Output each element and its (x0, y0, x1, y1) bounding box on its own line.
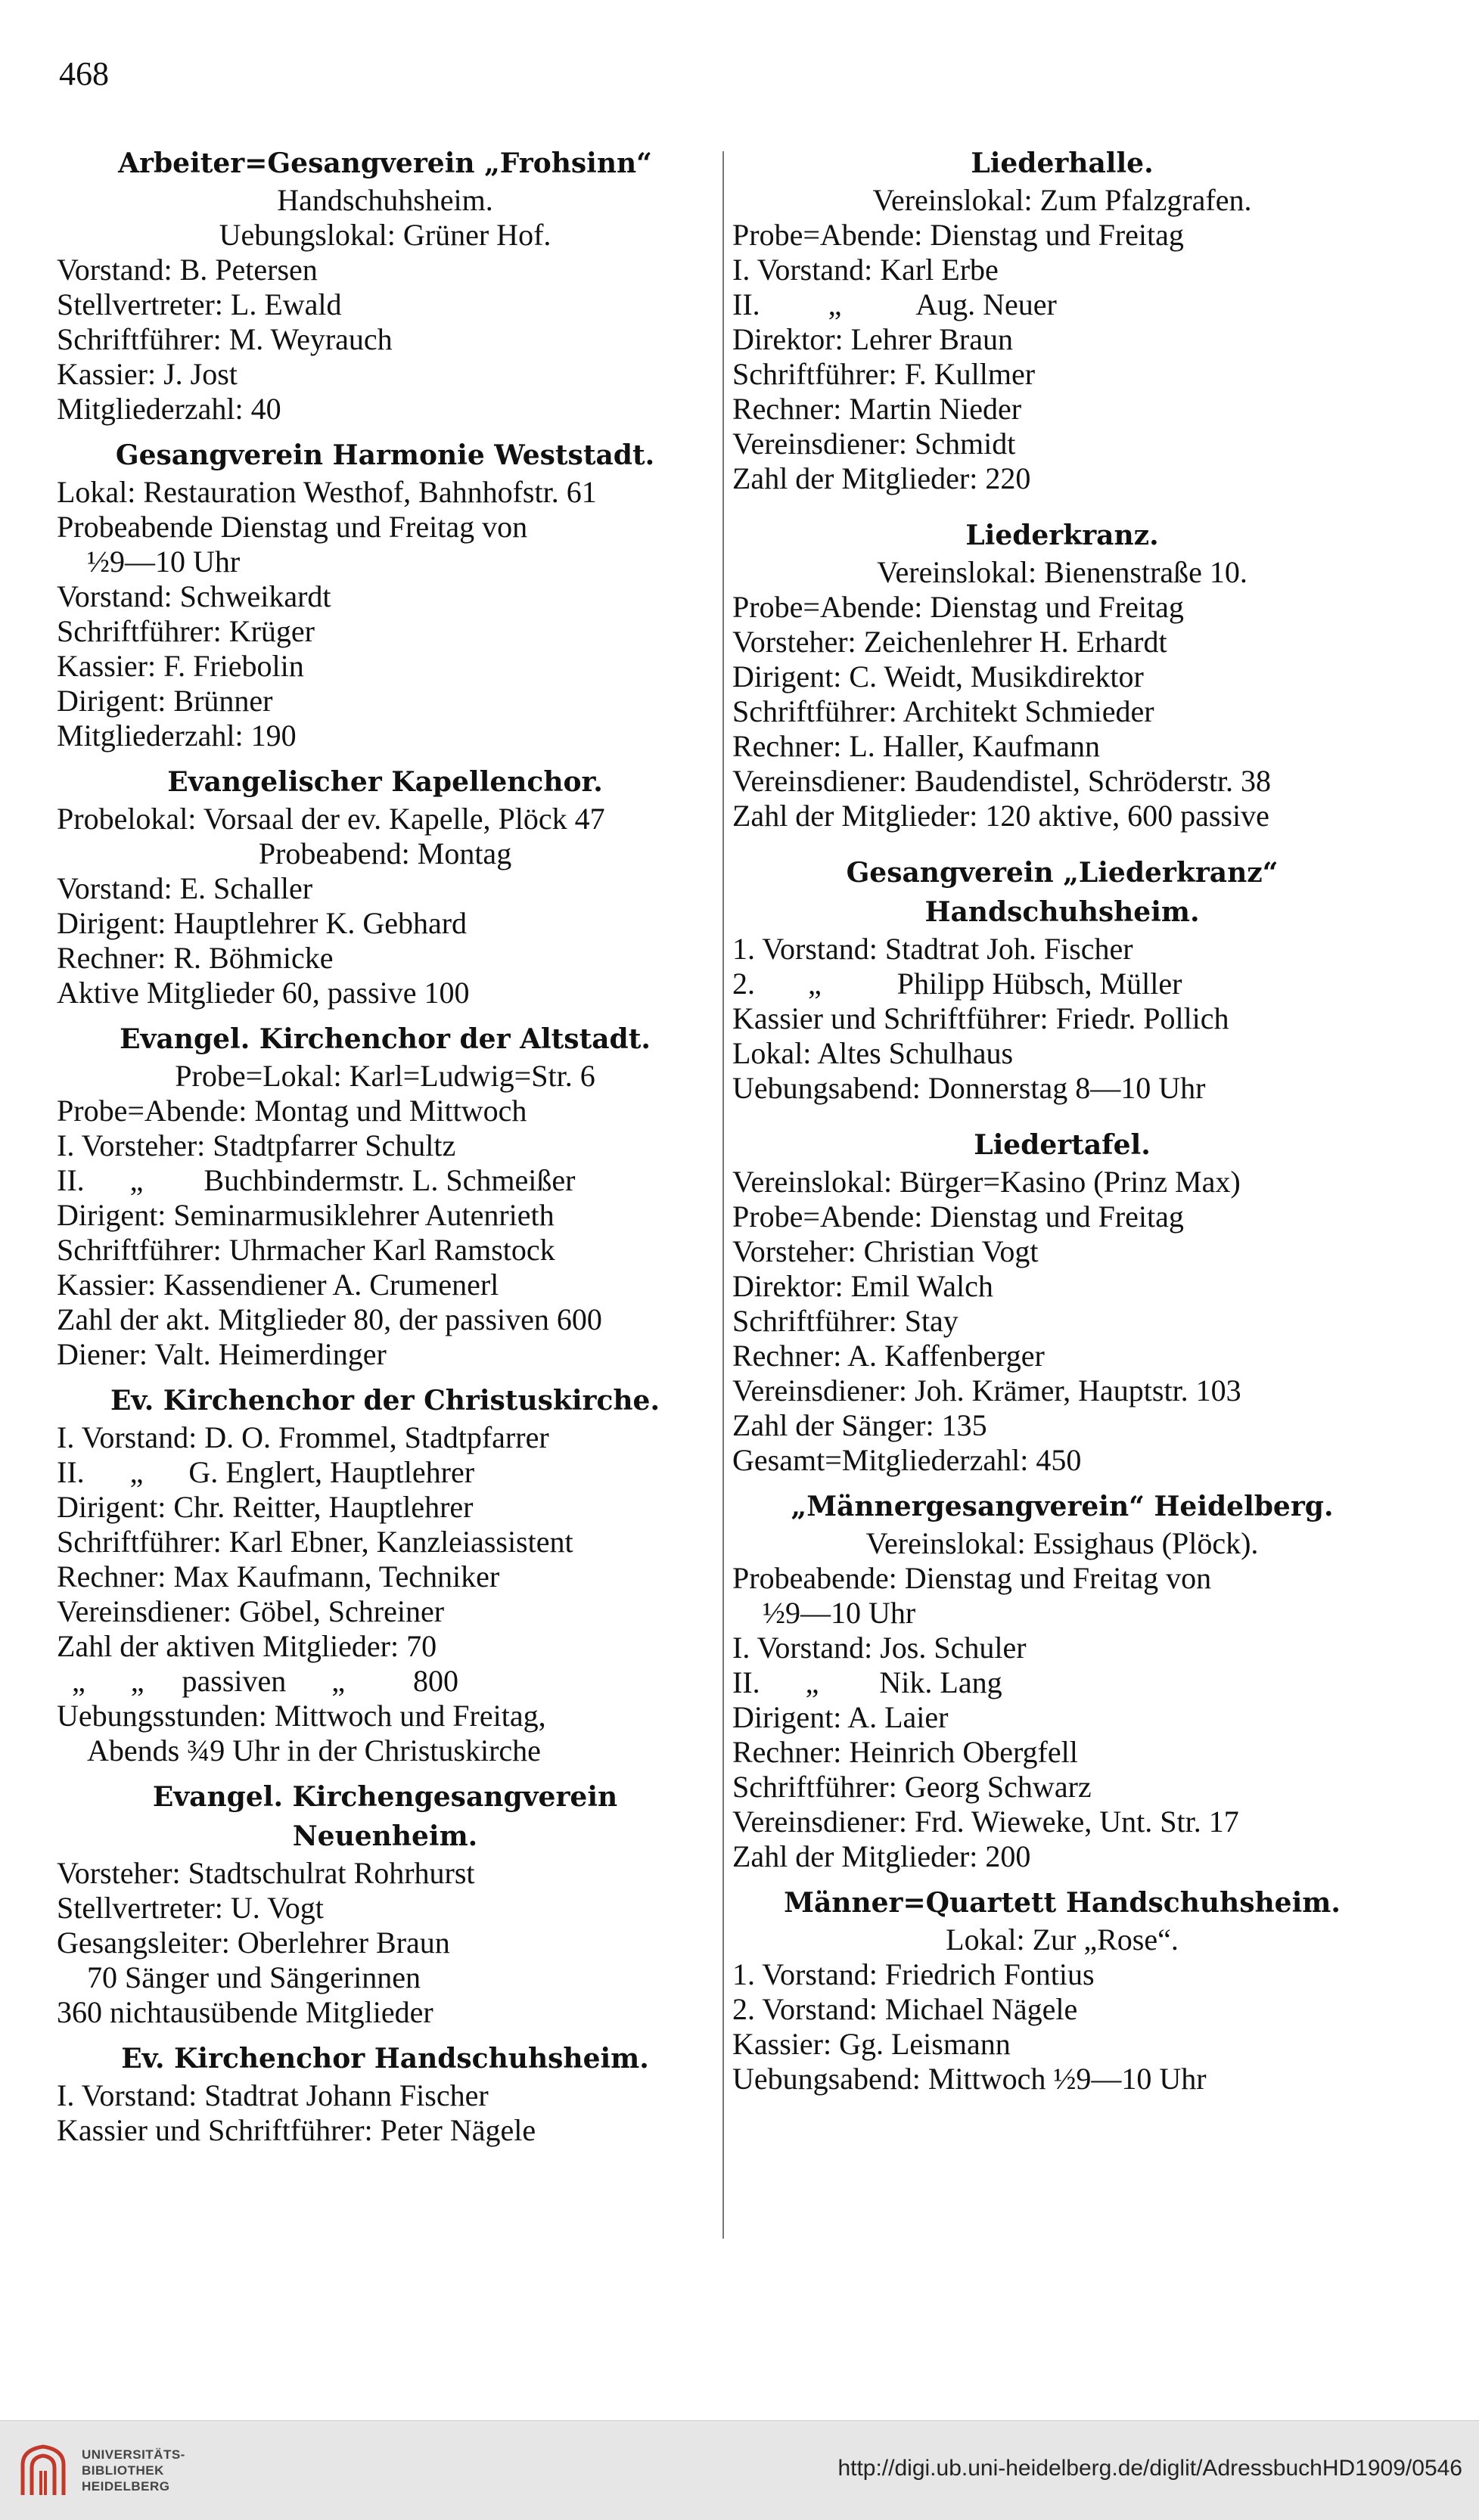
entry-line: Probe=Abende: Dienstag und Freitag (732, 590, 1184, 624)
entry-line: II. „ Buchbindermstr. L. Schmeißer (57, 1163, 576, 1197)
entry-line: Probe=Abende: Montag und Mittwoch (57, 1094, 527, 1128)
entry-line: Kassier: Gg. Leismann (732, 2027, 1011, 2061)
entry-line: Schriftführer: M. Weyrauch (57, 322, 393, 356)
left-column (57, 144, 713, 2148)
entry-line: Mitgliederzahl: 190 (57, 718, 297, 753)
entry-line: „ „ passiven „ 800 (57, 1664, 459, 1698)
entry-liederkranz-handschuhsheim (732, 853, 1392, 1106)
library-name-line: UNIVERSITÄTS- (82, 2447, 185, 2462)
entry-title: Neuenheim. (292, 1820, 478, 1852)
entry-liederhalle (732, 144, 1392, 496)
entry-line: Lokal: Restauration Westhof, Bahnhofstr. 61 (57, 475, 597, 509)
entry-line: Vereinsdiener: Frd. Wieweke, Unt. Str. 17 (732, 1805, 1239, 1839)
entry-line: Vereinsdiener: Baudendistel, Schröderstr. 38 (732, 764, 1272, 798)
entry-line: Abends ¾9 Uhr in der Christuskirche (87, 1733, 541, 1767)
entry-line: Dirigent: Chr. Reitter, Hauptlehrer (57, 1490, 474, 1524)
entry-frohsinn (57, 144, 713, 427)
right-column (732, 144, 1392, 2096)
entry-line: I. Vorstand: Jos. Schuler (732, 1631, 1027, 1665)
entry-line: Rechner: Martin Nieder (732, 392, 1022, 426)
entry-line: Aktive Mitglieder 60, passive 100 (57, 976, 470, 1010)
entry-line: Stellvertreter: U. Vogt (57, 1891, 324, 1925)
entry-title: Ev. Kirchenchor Handschuhsheim. (121, 2043, 649, 2075)
entry-line: Kassier: J. Jost (57, 357, 238, 391)
entry-line: II. „ G. Englert, Hauptlehrer (57, 1455, 475, 1489)
entry-line: Vorstand: Schweikardt (57, 579, 331, 613)
entry-line: Schriftführer: Krüger (57, 614, 315, 648)
entry-line: 70 Sänger und Sängerinnen (87, 1960, 421, 1994)
entry-lokal: Vereinslokal: Zum Pfalzgrafen. (872, 183, 1252, 217)
entry-line: Zahl der Mitglieder: 200 (732, 1839, 1031, 1873)
entry-line: Mitgliederzahl: 40 (57, 392, 281, 426)
entry-title: Liederhalle. (971, 147, 1154, 179)
entry-line: Vorsteher: Christian Vogt (732, 1234, 1039, 1268)
entry-title: Gesangverein „Liederkranz“ (846, 857, 1279, 889)
entry-line: Probeabende Dienstag und Freitag von (57, 510, 528, 544)
entry-line: Schriftführer: Stay (732, 1304, 959, 1338)
entry-line: Vorstand: E. Schaller (57, 871, 313, 905)
footer-bar (0, 2420, 1479, 2520)
entry-line: Vereinsdiener: Schmidt (732, 427, 1016, 461)
library-name-line: HEIDELBERG (82, 2479, 170, 2494)
entry-line: Schriftführer: F. Kullmer (732, 357, 1036, 391)
entry-line: I. Vorstand: Stadtrat Johann Fischer (57, 2078, 489, 2112)
entry-title: Ev. Kirchenchor der Christuskirche. (110, 1385, 660, 1417)
entry-lokal: Vereinslokal: Bienenstraße 10. (877, 555, 1248, 589)
entry-line: 1. Vorstand: Stadtrat Joh. Fischer (732, 932, 1133, 966)
entry-line: Vorsteher: Zeichenlehrer H. Erhardt (732, 625, 1167, 659)
entry-lokal: Uebungslokal: Grüner Hof. (219, 218, 552, 252)
entry-line: Vereinsdiener: Göbel, Schreiner (57, 1594, 445, 1628)
entry-lokal: Lokal: Zur „Rose“. (946, 1923, 1179, 1957)
entry-title: Evangelischer Kapellenchor. (167, 766, 603, 798)
entry-line: Vereinsdiener: Joh. Krämer, Hauptstr. 103 (732, 1373, 1241, 1407)
entry-line: ½9—10 Uhr (763, 1596, 916, 1630)
entry-line: II. „ Aug. Neuer (732, 287, 1057, 321)
entry-line: Gesangsleiter: Oberlehrer Braun (57, 1926, 450, 1960)
entry-line: Schriftführer: Karl Ebner, Kanzleiassistent (57, 1525, 573, 1559)
entry-line: Vorstand: B. Petersen (57, 253, 318, 287)
entry-line: Dirigent: Hauptlehrer K. Gebhard (57, 906, 468, 940)
entry-christuskirche (57, 1381, 713, 1768)
entry-line: Dirigent: A. Laier (732, 1700, 949, 1734)
entry-line: Schriftführer: Uhrmacher Karl Ramstock (57, 1233, 555, 1267)
entry-line: Rechner: Max Kaufmann, Techniker (57, 1559, 500, 1594)
source-url-link[interactable]: http://digi.ub.uni-heidelberg.de/diglit/AdressbuchHD1909/0546 (837, 2456, 1462, 2481)
entry-harmonie (57, 436, 713, 753)
entry-line: 360 nichtausübende Mitglieder (57, 1995, 433, 2029)
column-divider (722, 151, 724, 2239)
entry-title: Evangel. Kirchengesangverein (152, 1781, 618, 1813)
entry-line: Zahl der akt. Mitglieder 80, der passiven 600 (57, 1302, 602, 1336)
entry-title: Liedertafel. (974, 1129, 1151, 1161)
entry-subtitle: Handschuhsheim. (277, 183, 493, 217)
entry-line: Zahl der aktiven Mitglieder: 70 (57, 1629, 437, 1663)
entry-kirchenchor-handschuhsheim (57, 2039, 713, 2148)
entry-lokal: Probe=Lokal: Karl=Ludwig=Str. 6 (175, 1059, 595, 1093)
entry-line: Dirigent: C. Weidt, Musikdirektor (732, 659, 1144, 694)
entry-title: Evangel. Kirchenchor der Altstadt. (120, 1023, 651, 1055)
entry-line: 1. Vorstand: Friedrich Fontius (732, 1957, 1095, 1991)
entry-line: Vorsteher: Stadtschulrat Rohrhurst (57, 1856, 475, 1890)
entry-title: Handschuhsheim. (924, 896, 1200, 928)
entry-line: Probeabende: Dienstag und Freitag von (732, 1561, 1212, 1595)
entry-neuenheim (57, 1777, 713, 2030)
page-number: 468 (59, 55, 109, 92)
entry-line: Zahl der Mitglieder: 120 aktive, 600 passive (732, 799, 1269, 833)
entry-line: I. Vorstand: D. O. Frommel, Stadtpfarrer (57, 1420, 549, 1454)
entry-line: Kassier: Kassendiener A. Crumenerl (57, 1268, 499, 1302)
entry-title: Männer=Quartett Handschuhsheim. (784, 1887, 1341, 1919)
entry-line: Probe=Abende: Dienstag und Freitag (732, 1199, 1184, 1234)
entry-line: Probe=Abende: Dienstag und Freitag (732, 218, 1184, 252)
entry-line: Zahl der Sänger: 135 (732, 1408, 987, 1442)
entry-line: Rechner: Heinrich Obergfell (732, 1735, 1078, 1769)
entry-line: ½9—10 Uhr (87, 545, 241, 579)
entry-line: Uebungsabend: Donnerstag 8—10 Uhr (732, 1071, 1206, 1105)
entry-lokal: Vereinslokal: Essighaus (Plöck). (865, 1526, 1259, 1560)
entry-line: Rechner: L. Haller, Kaufmann (732, 729, 1100, 763)
entry-title: Liederkranz. (965, 520, 1159, 551)
entry-line: Probelokal: Vorsaal der ev. Kapelle, Plöck 47 (57, 802, 605, 836)
library-name (82, 2447, 185, 2494)
entry-line: Kassier und Schriftführer: Friedr. Pollich (732, 1001, 1229, 1035)
entry-line: Vereinslokal: Bürger=Kasino (Prinz Max) (732, 1165, 1241, 1199)
entry-line: Diener: Valt. Heimerdinger (57, 1337, 387, 1371)
entry-line: Direktor: Emil Walch (732, 1269, 993, 1303)
entry-line: Schriftführer: Architekt Schmieder (732, 694, 1154, 728)
entry-line: Kassier: F. Friebolin (57, 649, 304, 683)
entry-line: Lokal: Altes Schulhaus (732, 1036, 1014, 1070)
entry-line: Dirigent: Brünner (57, 684, 273, 718)
entry-title: „Männergesangverein“ Heidelberg. (791, 1491, 1334, 1522)
entry-title: Gesangverein Harmonie Weststadt. (115, 439, 655, 471)
entry-line: Uebungsstunden: Mittwoch und Freitag, (57, 1699, 546, 1733)
entry-line: I. Vorsteher: Stadtpfarrer Schultz (57, 1128, 456, 1162)
entry-line: Probeabend: Montag (258, 836, 512, 871)
entry-kapellenchor (57, 762, 713, 1010)
entry-line: 2. Vorstand: Michael Nägele (732, 1992, 1078, 2026)
entry-maenner-quartett (732, 1883, 1392, 2096)
university-library-logo-icon (17, 2442, 70, 2500)
entry-line: Schriftführer: Georg Schwarz (732, 1770, 1092, 1804)
entry-line: Stellvertreter: L. Ewald (57, 287, 342, 321)
entry-line: Rechner: R. Böhmicke (57, 941, 334, 975)
entry-line: Rechner: A. Kaffenberger (732, 1339, 1045, 1373)
entry-liedertafel (732, 1125, 1392, 1478)
entry-title: Arbeiter=Gesangverein „Frohsinn“ (118, 147, 652, 179)
entry-line: Zahl der Mitglieder: 220 (732, 461, 1031, 495)
library-name-line: BIBLIOTHEK (82, 2463, 164, 2478)
entry-line: 2. „ Philipp Hübsch, Müller (732, 967, 1182, 1001)
entry-line: Gesamt=Mitgliederzahl: 450 (732, 1443, 1082, 1477)
entry-line: Direktor: Lehrer Braun (732, 322, 1013, 356)
entry-liederkranz (732, 516, 1392, 833)
entry-maennergesangverein (732, 1487, 1392, 1874)
entry-line: Kassier und Schriftführer: Peter Nägele (57, 2113, 536, 2147)
entry-line: Dirigent: Seminarmusiklehrer Autenrieth (57, 1198, 555, 1232)
entry-altstadt (57, 1019, 713, 1372)
entry-line: Uebungsabend: Mittwoch ½9—10 Uhr (732, 2062, 1207, 2096)
entry-line: II. „ Nik. Lang (732, 1665, 1002, 1699)
entry-line: I. Vorstand: Karl Erbe (732, 253, 999, 287)
